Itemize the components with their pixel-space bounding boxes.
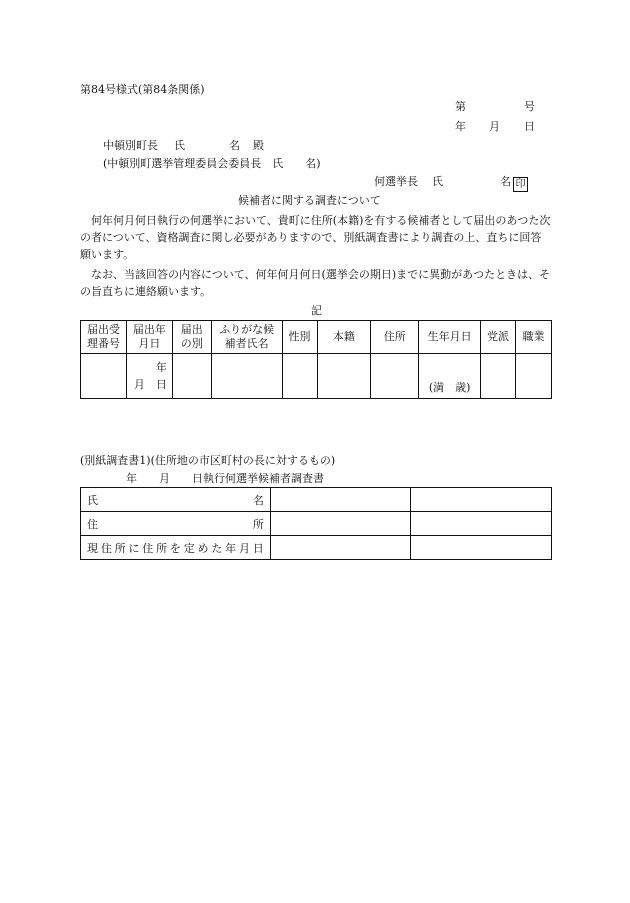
row-label-residence-date [81, 536, 271, 560]
row-label-residence-date-letters [81, 540, 270, 556]
label-char: 現 [87, 541, 98, 555]
row-label-name [81, 488, 271, 512]
row-label-address [81, 512, 271, 536]
sender-name-last [500, 176, 528, 192]
label-char: 氏 [87, 493, 98, 507]
cell-filing-date-year: 年 [155, 360, 167, 374]
addressee-title: 中頓別町長 [103, 139, 158, 152]
label-char: を [169, 541, 181, 555]
addressee-honorific: 殿 [253, 139, 264, 152]
row-label-name-letters [81, 492, 270, 508]
cell-name-2 [411, 488, 552, 512]
attachment-subtitle: 年 月 日執行何選挙候補者調査書 [126, 472, 324, 485]
cell-filing-date [126, 354, 172, 399]
body-paragraph-2: なお、当該回答の内容について、何年何月何日(選挙会の期日)までに異動があつたときは、その旨直ちに連絡願います。 [80, 268, 551, 298]
attachment-table [80, 487, 552, 560]
subject: 候補者に関する調査について [238, 194, 381, 207]
cell-residence-date-2 [411, 536, 552, 560]
label-char: 年 [225, 541, 237, 555]
header-filing-date: 届出年月日 [126, 321, 172, 354]
header-address: 住所 [371, 321, 419, 354]
header-birthdate: 生年月日 [419, 321, 481, 354]
cell-candidate-name [211, 354, 282, 399]
header-receipt-number: 届出受理番号 [81, 321, 127, 354]
ki-marker: 記 [311, 304, 322, 317]
cell-age: (満 歳) [428, 381, 471, 394]
header-gender: 性別 [282, 321, 317, 354]
label-char: 日 [252, 541, 264, 555]
sender-name-last-text: 名 [500, 175, 511, 188]
seal-icon: 印 [513, 177, 528, 192]
cell-filing-date-month-day: 月 日 [133, 377, 167, 391]
header-domicile: 本籍 [317, 321, 371, 354]
table-row [81, 536, 552, 560]
row-label-address-letters [81, 516, 270, 532]
label-char: に [128, 541, 140, 555]
label-char: た [211, 541, 223, 555]
label-char: 名 [252, 493, 264, 507]
cell-address [371, 354, 419, 399]
label-char: 定 [183, 541, 195, 555]
cell-residence-date-1 [270, 536, 411, 560]
cell-birthdate [419, 354, 481, 399]
doc-date-year: 年 [455, 120, 466, 133]
sender-title: 何選挙長 [374, 175, 418, 188]
label-char: 月 [238, 541, 250, 555]
addressee-name-last: 名 [229, 139, 240, 152]
label-char: 所 [156, 541, 168, 555]
label-char: 住 [100, 541, 112, 555]
cell-filing-type [172, 354, 211, 399]
table-row [81, 488, 552, 512]
doc-date-day: 日 [524, 120, 535, 133]
label-char: め [197, 541, 209, 555]
doc-date-month: 月 [489, 120, 500, 133]
table-row [81, 354, 552, 399]
header-filing-type: 届出の別 [172, 321, 211, 354]
table-row [81, 512, 552, 536]
cell-name-1 [270, 488, 411, 512]
table-header-row [81, 321, 552, 354]
attachment-title: (別紙調査書1)(住所地の市区町村の長に対するもの) [80, 454, 336, 467]
cell-occupation [516, 354, 552, 399]
header-party: 党派 [481, 321, 516, 354]
label-char: 所 [252, 517, 264, 531]
sender-name-first: 氏 [432, 175, 443, 188]
doc-number-prefix: 第 [455, 100, 466, 113]
label-char: 住 [142, 541, 154, 555]
addressee-sub: (中頓別町選挙管理委員会委員長 氏 名) [103, 157, 321, 170]
addressee-name-first: 氏 [174, 139, 185, 152]
form-number: 第84号様式(第84条関係) [80, 83, 205, 96]
cell-party [481, 354, 516, 399]
header-candidate-name: ふりがな候補者氏名 [211, 321, 282, 354]
label-char: 住 [87, 517, 98, 531]
candidate-table [80, 320, 552, 399]
header-occupation: 職業 [516, 321, 552, 354]
cell-gender [282, 354, 317, 399]
cell-address-2 [411, 512, 552, 536]
cell-address-1 [270, 512, 411, 536]
body-paragraph-1: 何年何月何日執行の何選挙において、貴町に住所(本籍)を有する候補者として届出のあつた次の者について、資格調査に関し必要がありますので、別紙調査書により調査の上、直ちに回答願います。 [80, 214, 551, 261]
cell-domicile [317, 354, 371, 399]
label-char: 所 [114, 541, 126, 555]
doc-number-suffix: 号 [524, 100, 535, 113]
cell-receipt-number [81, 354, 127, 399]
